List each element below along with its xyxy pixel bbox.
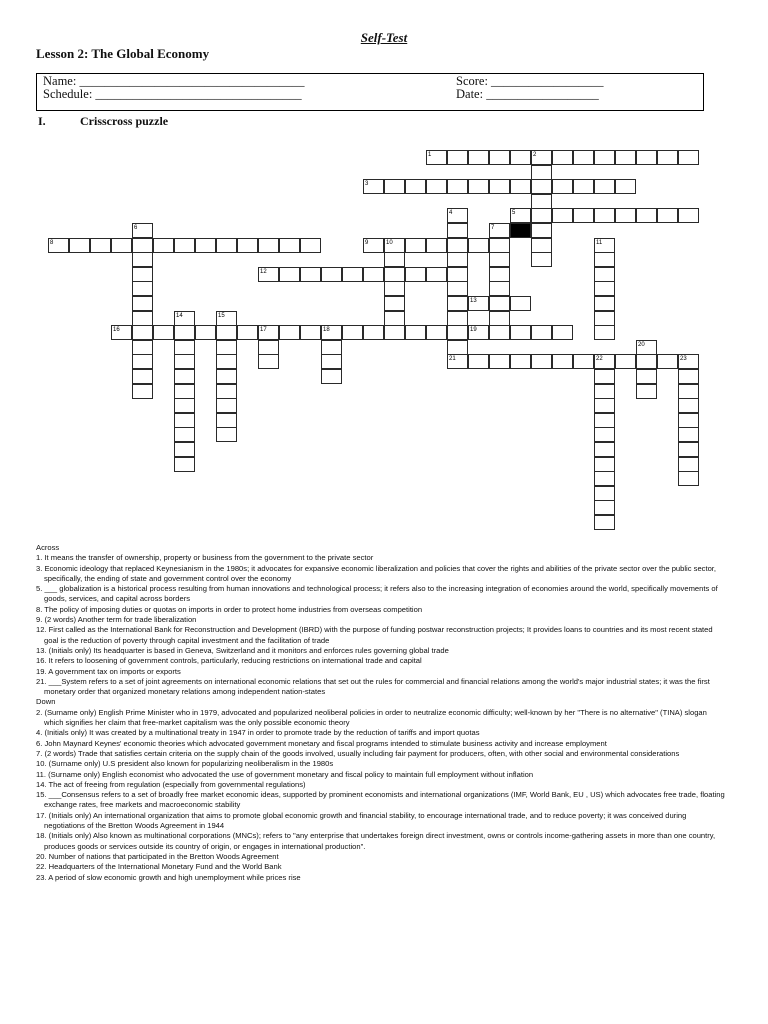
schedule-field[interactable]: Schedule: _________________________________ bbox=[43, 87, 302, 101]
crossword-cell[interactable] bbox=[678, 150, 699, 165]
crossword-cell[interactable] bbox=[174, 384, 195, 399]
crossword-cell[interactable] bbox=[678, 442, 699, 457]
down-clue: 10. (Surname only) U.S president also known for popularizing neoliberalism in the 1980s bbox=[36, 759, 334, 769]
crossword-cell[interactable] bbox=[132, 252, 153, 267]
crossword-cell[interactable] bbox=[594, 252, 615, 267]
crossword-cell[interactable] bbox=[489, 311, 510, 326]
section-number: I. bbox=[38, 114, 46, 128]
crossword-cell[interactable] bbox=[510, 179, 531, 194]
crossword-cell[interactable] bbox=[531, 179, 552, 194]
crossword-cell[interactable] bbox=[195, 325, 216, 340]
crossword-cell[interactable] bbox=[552, 208, 573, 223]
crossword-cell[interactable] bbox=[594, 150, 615, 165]
crossword-cell[interactable] bbox=[195, 238, 216, 253]
crossword-cell[interactable] bbox=[279, 325, 300, 340]
crossword-cell[interactable] bbox=[531, 223, 552, 238]
crossword-cell[interactable] bbox=[678, 471, 699, 486]
crossword-cell[interactable] bbox=[678, 354, 699, 369]
crossword-cell[interactable] bbox=[174, 398, 195, 413]
crossword-cell[interactable] bbox=[468, 150, 489, 165]
crossword-cell[interactable] bbox=[174, 354, 195, 369]
crossword-cell[interactable] bbox=[426, 179, 447, 194]
crossword-cell[interactable] bbox=[510, 325, 531, 340]
crossword-cell[interactable] bbox=[111, 238, 132, 253]
crossword-cell[interactable] bbox=[174, 427, 195, 442]
crossword-cell[interactable] bbox=[300, 238, 321, 253]
crossword-cell[interactable] bbox=[132, 325, 153, 340]
crossword-cell[interactable] bbox=[447, 252, 468, 267]
crossword-cell[interactable] bbox=[258, 354, 279, 369]
crossword-cell[interactable] bbox=[132, 281, 153, 296]
crossword-cell[interactable] bbox=[174, 311, 195, 326]
crossword-cell[interactable] bbox=[90, 238, 111, 253]
crossword-cell[interactable] bbox=[594, 238, 615, 253]
down-clue: 20. Number of nations that participated in the Bretton Woods Agreement bbox=[36, 851, 279, 861]
crossword-cell[interactable] bbox=[636, 340, 657, 355]
crossword-cell[interactable] bbox=[657, 150, 678, 165]
down-clue: 22. Headquarters of the International Monetary Fund and the World Bank bbox=[36, 862, 282, 872]
crossword-cell[interactable] bbox=[153, 325, 174, 340]
crossword-cell[interactable] bbox=[216, 238, 237, 253]
crossword-cell[interactable] bbox=[447, 267, 468, 282]
crossword-cell[interactable] bbox=[594, 427, 615, 442]
crossword-cell[interactable] bbox=[489, 223, 510, 238]
down-clue: 6. John Maynard Keynes' economic theories which advocated government monetary and fiscal programs intended to stimulate business activity and increase employment bbox=[36, 738, 607, 748]
crossword-cell[interactable] bbox=[342, 325, 363, 340]
crossword-cell[interactable] bbox=[468, 179, 489, 194]
crossword-cell[interactable] bbox=[321, 267, 342, 282]
crossword-cell[interactable] bbox=[174, 340, 195, 355]
across-clue: 1. It means the transfer of ownership, property or business from the government to the private sector bbox=[36, 553, 374, 563]
across-clue: 8. The policy of imposing duties or quotas on imports in order to protect home industries from overseas competition bbox=[36, 604, 423, 614]
crossword-cell[interactable] bbox=[531, 238, 552, 253]
clue-number: 1 bbox=[428, 152, 432, 158]
crossword-cell[interactable] bbox=[384, 281, 405, 296]
clue-number: 3 bbox=[365, 181, 369, 188]
crossword-cell[interactable] bbox=[447, 354, 468, 369]
crossword-cell[interactable] bbox=[531, 354, 552, 369]
crossword-cell[interactable] bbox=[174, 325, 195, 340]
down-clue: 17. (Initials only) An international organization that aims to promote global economic growth and financial stability, to encourage international trade, and to reduce poverty; it was conceived during negotiations of the Bretton Woods Agreement in 1944 bbox=[36, 810, 687, 831]
crossword-cell[interactable] bbox=[216, 384, 237, 399]
clue-number: 13 bbox=[470, 298, 477, 304]
crossword-cell[interactable] bbox=[384, 238, 405, 253]
clue-number: 4 bbox=[449, 210, 453, 217]
clue-number: 16 bbox=[113, 327, 120, 334]
crossword-cell[interactable] bbox=[384, 325, 405, 340]
down-clue: 23. A period of slow economic growth and high unemployment while prices rise bbox=[36, 872, 301, 882]
across-clue: 3. Economic ideology that replaced Keynesianism in the 1980s; it advocates for expansive economic liberalization and policies that cover the rights and abilities of the private sector over the public sector, specifically, the ending of state and government control over the economy bbox=[36, 563, 717, 583]
down-heading: Down bbox=[36, 697, 56, 707]
crossword-cell[interactable] bbox=[174, 442, 195, 457]
crossword-cell[interactable] bbox=[384, 311, 405, 326]
crossword-cell[interactable] bbox=[594, 267, 615, 282]
crossword-cell[interactable] bbox=[321, 354, 342, 369]
crossword-cell[interactable] bbox=[678, 413, 699, 428]
crossword-cell[interactable] bbox=[510, 296, 531, 311]
crossword-cell[interactable] bbox=[447, 179, 468, 194]
crossword-cell[interactable] bbox=[258, 238, 279, 253]
crossword-cell[interactable] bbox=[594, 486, 615, 501]
crossword-cell[interactable] bbox=[594, 325, 615, 340]
crossword-cell[interactable] bbox=[363, 179, 384, 194]
clue-number: 17 bbox=[260, 327, 267, 334]
clue-number: 15 bbox=[218, 312, 225, 319]
crossword-cell[interactable] bbox=[531, 150, 552, 165]
crossword-cell[interactable] bbox=[48, 238, 69, 253]
crossword-cell[interactable] bbox=[132, 311, 153, 326]
crossword-cell[interactable] bbox=[636, 150, 657, 165]
across-clue: 9. (2 words) Another term for trade liberalization bbox=[36, 615, 197, 625]
crossword-cell[interactable] bbox=[678, 208, 699, 223]
crossword-cell[interactable] bbox=[594, 413, 615, 428]
down-clue: 15. ___Consensus refers to a set of broadly free market economic ideas, supported by prominent economists and international organizations (IMF, World Bank, EU , US) which advocates free trade, floating exchange rates, free markets and macroeconomic stability bbox=[36, 790, 725, 810]
crossword-cell[interactable] bbox=[489, 325, 510, 340]
crossword-cell[interactable] bbox=[426, 150, 447, 165]
crossword-cell[interactable] bbox=[384, 252, 405, 267]
crossword-cell[interactable] bbox=[531, 194, 552, 209]
clue-number: 11 bbox=[596, 239, 603, 246]
crossword-cell[interactable] bbox=[447, 325, 468, 340]
crossword-cell[interactable] bbox=[300, 267, 321, 282]
crossword-cell[interactable] bbox=[468, 238, 489, 253]
clue-number: 9 bbox=[365, 239, 369, 246]
crossword-cell[interactable] bbox=[384, 267, 405, 282]
crossword-cell[interactable] bbox=[363, 267, 384, 282]
crossword-cell[interactable] bbox=[636, 384, 657, 399]
crossword-cell[interactable] bbox=[615, 150, 636, 165]
crossword-cell[interactable] bbox=[405, 238, 426, 253]
crossword-cell[interactable] bbox=[678, 384, 699, 399]
crossword-cell[interactable] bbox=[384, 179, 405, 194]
crossword-cell[interactable] bbox=[636, 354, 657, 369]
crossword-cell[interactable] bbox=[258, 340, 279, 355]
crossword-cell[interactable] bbox=[363, 325, 384, 340]
crossword-cell[interactable] bbox=[594, 311, 615, 326]
crossword-cell[interactable] bbox=[594, 500, 615, 515]
down-clue: 7. (2 words) Trade that satisfies certain criteria on the supply chain of the goods involved, usually including fair payment for producers, often, with other social and environmental considerations bbox=[36, 748, 680, 758]
down-clue-list bbox=[36, 708, 726, 883]
crossword-cell[interactable] bbox=[552, 325, 573, 340]
down-clue: 18. (Initials only) Also known as multinational corporations (MNCs); refers to "any enterprise that undertakes foreign direct investment, owns or controls income-gathering assets in more than one country, produces goods or services outside its country of origin, or engages in international production". bbox=[36, 831, 716, 851]
crossword-cell[interactable] bbox=[132, 296, 153, 311]
crossword-cell[interactable] bbox=[405, 267, 426, 282]
crossword-cell[interactable] bbox=[447, 340, 468, 355]
crossword-cell[interactable] bbox=[657, 208, 678, 223]
crossword-cell[interactable] bbox=[216, 325, 237, 340]
across-clue: 12. First called as the International Bank for Reconstruction and Development (IBRD) with the purpose of funding postwar reconstruction projects; It provides loans to countries and its most recent stated goal is the reduction of poverty through capital investment and the facilitation of trade bbox=[36, 625, 713, 645]
clue-number: 2 bbox=[533, 152, 537, 158]
across-clue: 5. ___ globalization is a historical process resulting from human innovations and technological process; it refers also to the increasing integration of economies around the world, specifically movements of goods, services, and capital across borders bbox=[36, 584, 718, 604]
crossword-cell[interactable] bbox=[573, 208, 594, 223]
down-clue: 4. (Initials only) It was created by a multinational treaty in 1947 in order to promote trade by the reduction of tariffs and import quotas bbox=[36, 728, 480, 738]
crossword-cell[interactable] bbox=[153, 238, 174, 253]
crossword-cell[interactable] bbox=[132, 340, 153, 355]
crossword-cell[interactable] bbox=[132, 238, 153, 253]
score-field[interactable]: Score: __________________ bbox=[456, 74, 604, 88]
crossword-cell[interactable] bbox=[594, 369, 615, 384]
crossword-cell[interactable] bbox=[510, 354, 531, 369]
crossword-cell[interactable] bbox=[531, 165, 552, 180]
crossword-cell[interactable] bbox=[468, 325, 489, 340]
crossword-cell[interactable] bbox=[678, 427, 699, 442]
crossword-cell[interactable] bbox=[216, 311, 237, 326]
clue-number: 12 bbox=[260, 268, 267, 275]
down-clue: 14. The act of freeing from regulation (especially from governmental regulations) bbox=[36, 779, 306, 789]
across-clue: 16. It refers to loosening of government controls, particularly, reducing restrictions on international trade and capital bbox=[36, 656, 422, 666]
lesson-heading: Lesson 2: The Global Economy bbox=[36, 46, 210, 61]
crossword-cell[interactable] bbox=[573, 354, 594, 369]
clue-number: 19 bbox=[470, 327, 477, 334]
crossword-cell[interactable] bbox=[594, 179, 615, 194]
crossword-cell[interactable] bbox=[489, 179, 510, 194]
clue-number: 22 bbox=[596, 356, 603, 363]
crossword-cell[interactable] bbox=[405, 325, 426, 340]
crossword-cell[interactable] bbox=[447, 150, 468, 165]
crossword-cell[interactable] bbox=[174, 413, 195, 428]
crossword-cell[interactable] bbox=[531, 252, 552, 267]
clue-number: 23 bbox=[680, 356, 687, 363]
across-clue: 19. A government tax on imports or exports bbox=[36, 666, 181, 676]
crossword-cell[interactable] bbox=[111, 325, 132, 340]
down-clue: 11. (Surname only) English economist who advocated the use of government monetary and fiscal policy to maintain full employment without inflation bbox=[36, 769, 534, 779]
crossword-cell[interactable] bbox=[615, 354, 636, 369]
clue-number: 18 bbox=[323, 327, 330, 334]
crossword-cell[interactable] bbox=[594, 398, 615, 413]
crossword-cell[interactable] bbox=[489, 267, 510, 282]
crossword-cell[interactable] bbox=[552, 179, 573, 194]
crossword-cell[interactable] bbox=[216, 413, 237, 428]
crossword-cell[interactable] bbox=[510, 150, 531, 165]
across-heading: Across bbox=[36, 543, 60, 552]
crossword-cell[interactable] bbox=[237, 238, 258, 253]
clue-number: 20 bbox=[638, 341, 645, 348]
crossword-cell[interactable] bbox=[594, 354, 615, 369]
crossword-cell[interactable] bbox=[279, 267, 300, 282]
crossword-cell[interactable] bbox=[132, 267, 153, 282]
crossword-cell[interactable] bbox=[216, 369, 237, 384]
crossword-cell[interactable] bbox=[174, 369, 195, 384]
crossword-cell[interactable] bbox=[447, 296, 468, 311]
crossword-cell[interactable] bbox=[426, 238, 447, 253]
crossword-cell[interactable] bbox=[489, 354, 510, 369]
crossword-cell[interactable] bbox=[300, 325, 321, 340]
crossword-cell[interactable] bbox=[636, 369, 657, 384]
crossword-cell[interactable] bbox=[531, 208, 552, 223]
crossword-cell[interactable] bbox=[636, 208, 657, 223]
section-title: Crisscross puzzle bbox=[80, 114, 169, 128]
crossword-cell[interactable] bbox=[174, 457, 195, 472]
crossword-cell[interactable] bbox=[258, 267, 279, 282]
clue-number: 6 bbox=[134, 225, 138, 231]
clue-number: 7 bbox=[491, 225, 495, 231]
crossword-cell[interactable] bbox=[132, 384, 153, 399]
crossword-cell[interactable] bbox=[594, 457, 615, 472]
crossword-cell[interactable] bbox=[552, 354, 573, 369]
crossword-cell[interactable] bbox=[132, 223, 153, 238]
black-cell bbox=[510, 223, 531, 238]
crossword-cell[interactable] bbox=[69, 238, 90, 253]
crossword-cell[interactable] bbox=[678, 457, 699, 472]
crossword-cell[interactable] bbox=[405, 179, 426, 194]
crossword-cell[interactable] bbox=[594, 296, 615, 311]
crossword-cell[interactable] bbox=[594, 442, 615, 457]
crossword-cell[interactable] bbox=[594, 384, 615, 399]
crossword-cell[interactable] bbox=[573, 150, 594, 165]
crossword-cell[interactable] bbox=[216, 354, 237, 369]
crossword-cell[interactable] bbox=[447, 238, 468, 253]
crossword-cell[interactable] bbox=[594, 208, 615, 223]
crossword-cell[interactable] bbox=[447, 281, 468, 296]
date-field[interactable]: Date: __________________ bbox=[456, 87, 599, 101]
crossword-cell[interactable] bbox=[468, 354, 489, 369]
clues-section bbox=[36, 543, 726, 883]
crossword-cell[interactable] bbox=[489, 238, 510, 253]
crossword-cell[interactable] bbox=[552, 150, 573, 165]
crossword-cell[interactable] bbox=[447, 223, 468, 238]
across-clue: 21. ___System refers to a set of joint agreements on international economic relations that set out the rules for commercial and financial relations among the world's major industrial states; it was the first monetary order that organized monetary relations among independent nation-states bbox=[36, 676, 710, 697]
clue-number: 8 bbox=[50, 239, 54, 246]
crossword-cell[interactable] bbox=[363, 238, 384, 253]
clue-number: 21 bbox=[449, 356, 456, 363]
crossword-cell[interactable] bbox=[531, 325, 552, 340]
crossword-cell[interactable] bbox=[615, 208, 636, 223]
crossword-cell[interactable] bbox=[258, 325, 279, 340]
crossword-cell[interactable] bbox=[132, 369, 153, 384]
clue-number: 14 bbox=[176, 312, 183, 319]
down-clue: 2. (Surname only) English Prime Minister who in 1979, advocated and popularized neoliberal policies in order to neutralize economic difficulty; well-known by her "There is no alternative" (TINA) slogan which signifies her claim that free-market capitalism was the only possible economic theory bbox=[36, 707, 707, 728]
crossword-cell[interactable] bbox=[384, 296, 405, 311]
crossword-cell[interactable] bbox=[594, 515, 615, 530]
crossword-cell[interactable] bbox=[615, 179, 636, 194]
crossword-cell[interactable] bbox=[510, 208, 531, 223]
crossword-cell[interactable] bbox=[489, 252, 510, 267]
name-field[interactable]: Name: ____________________________________ bbox=[43, 74, 305, 88]
crossword-cell[interactable] bbox=[447, 208, 468, 223]
crossword-cell[interactable] bbox=[426, 267, 447, 282]
crossword-cell[interactable] bbox=[678, 398, 699, 413]
clue-number: 10 bbox=[386, 239, 393, 246]
crossword-cell[interactable] bbox=[468, 296, 489, 311]
crossword-cell[interactable] bbox=[216, 427, 237, 442]
crossword-cell[interactable] bbox=[594, 281, 615, 296]
crossword-cell[interactable] bbox=[447, 311, 468, 326]
crossword-cell[interactable] bbox=[594, 471, 615, 486]
crossword-cell[interactable] bbox=[426, 325, 447, 340]
page-title: Self-Test bbox=[360, 30, 408, 45]
crossword-cell[interactable] bbox=[216, 398, 237, 413]
crossword-cell[interactable] bbox=[321, 325, 342, 340]
crossword-cell[interactable] bbox=[321, 369, 342, 384]
crossword-cell[interactable] bbox=[573, 179, 594, 194]
clue-number: 5 bbox=[512, 210, 516, 217]
crossword-cell[interactable] bbox=[237, 325, 258, 340]
crossword-cell[interactable] bbox=[321, 340, 342, 355]
crossword-cell[interactable] bbox=[489, 296, 510, 311]
crossword-cell[interactable] bbox=[342, 267, 363, 282]
crossword-cell[interactable] bbox=[279, 238, 300, 253]
crossword-cell[interactable] bbox=[174, 238, 195, 253]
crossword-cell[interactable] bbox=[132, 354, 153, 369]
crossword-cell[interactable] bbox=[657, 354, 678, 369]
crossword-cell[interactable] bbox=[678, 369, 699, 384]
across-clue: 13. (Initials only) Its headquarter is based in Geneva, Switzerland and it monitors and enforces rules governing global trade bbox=[36, 645, 449, 655]
across-clue-list bbox=[36, 553, 726, 697]
crossword-cell[interactable] bbox=[489, 150, 510, 165]
crossword-cell[interactable] bbox=[216, 340, 237, 355]
crossword-cell[interactable] bbox=[489, 281, 510, 296]
